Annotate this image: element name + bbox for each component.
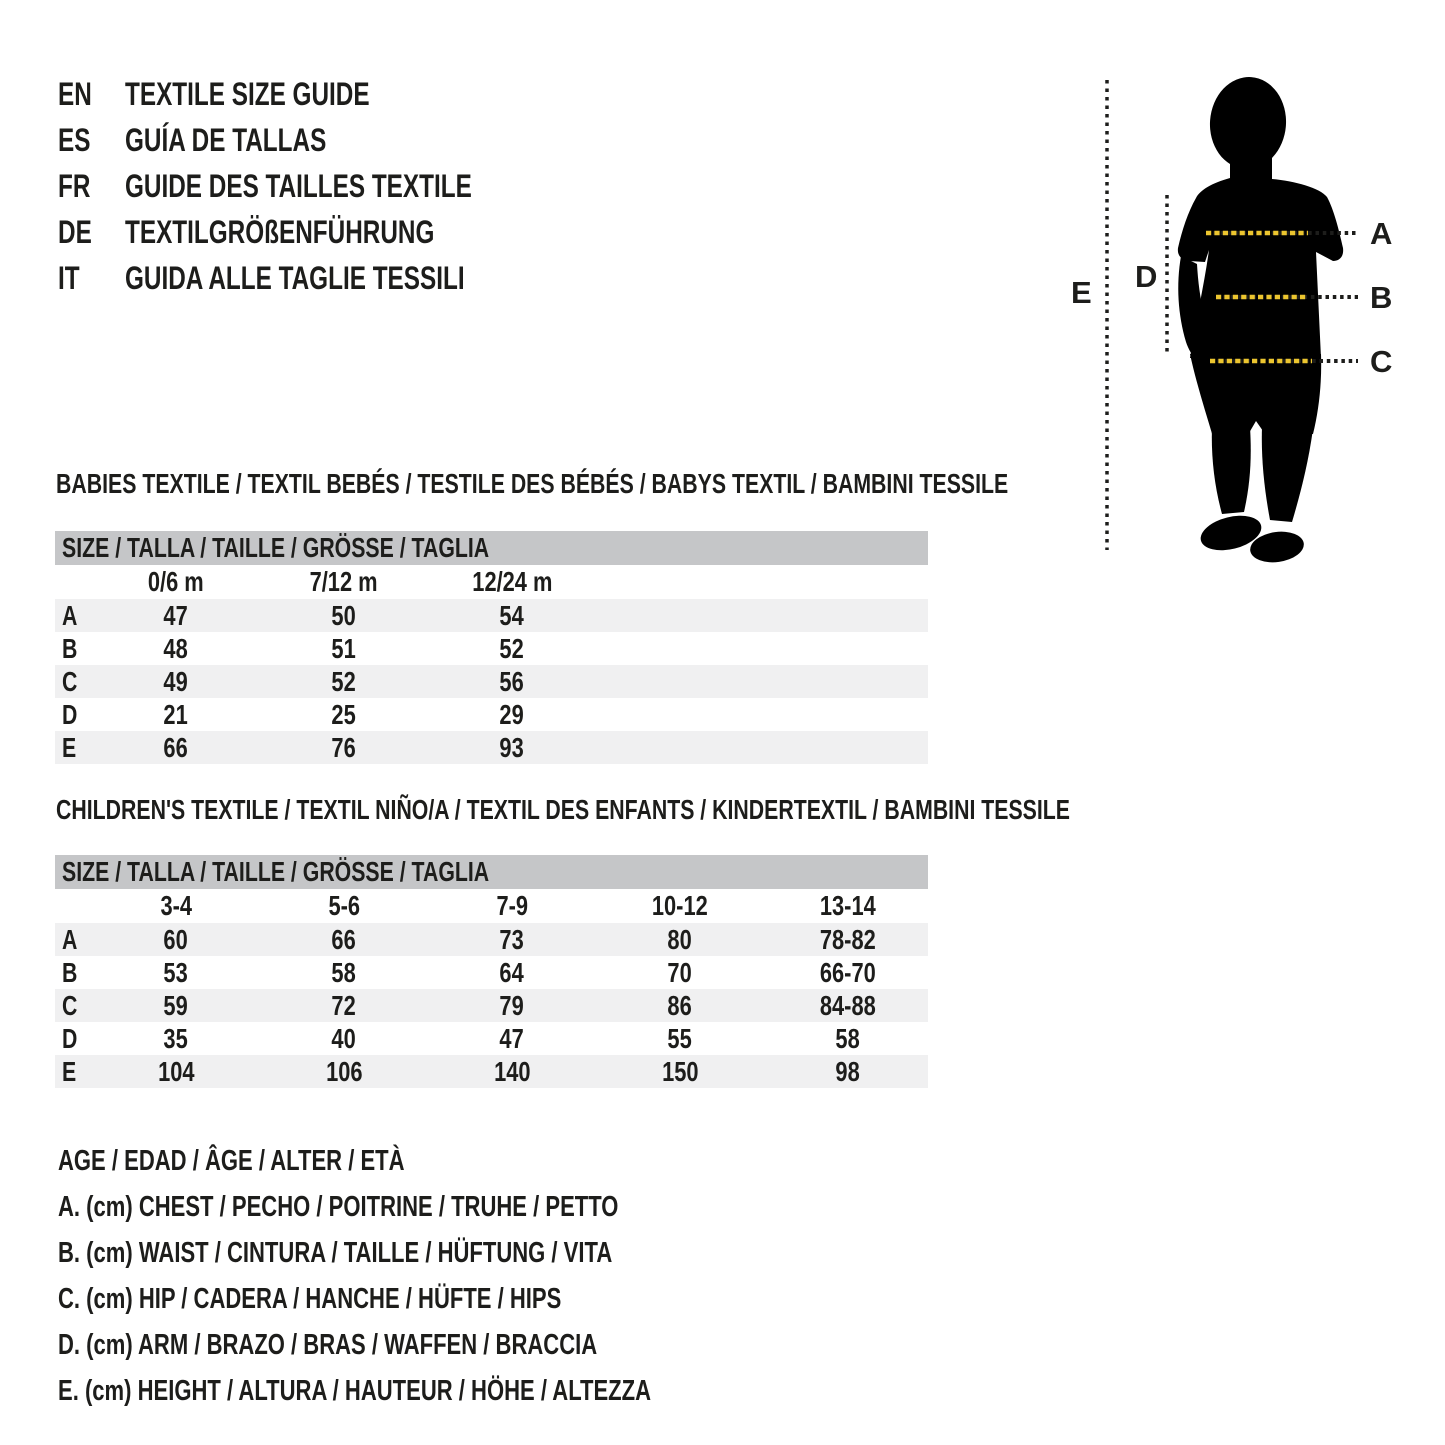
table-cell: 104 — [157, 1055, 195, 1087]
column-header: 13-14 — [820, 890, 876, 921]
language-row — [58, 163, 581, 209]
table-cell: 25 — [331, 698, 357, 730]
table-cell: 52 — [331, 665, 357, 697]
table-cell: 49 — [163, 665, 189, 697]
table-cell: 66-70 — [820, 956, 876, 988]
table-row — [55, 665, 928, 698]
column-header-row — [55, 565, 928, 599]
guide-title: TEXTILGRÖßENFÜHRUNG — [125, 213, 435, 250]
row-label: E — [62, 731, 77, 763]
babies-section-title: BABIES TEXTILE / TEXTIL BEBÉS / TESTILE DES BÉBÉS / BABYS TEXTIL / BAMBINI TESSILE — [56, 468, 1009, 499]
table-cell: 29 — [499, 698, 525, 730]
table-row — [55, 731, 928, 764]
language-row — [58, 209, 581, 255]
row-label: B — [62, 632, 78, 664]
table-cell: 35 — [163, 1022, 189, 1054]
legend-line-arm: D. (cm) ARM / BRAZO / BRAS / WAFFEN / BRACCIA — [58, 1328, 598, 1361]
column-header: 3-4 — [160, 890, 192, 921]
table-row — [55, 599, 928, 632]
table-cell: 53 — [163, 956, 189, 988]
table-cell: 76 — [331, 731, 357, 763]
table-cell: 48 — [163, 632, 189, 664]
table-row — [55, 989, 928, 1022]
row-label: D — [62, 1022, 78, 1054]
language-code: IT — [58, 259, 80, 296]
language-row — [58, 71, 581, 117]
children-size-table — [55, 855, 928, 1088]
table-row — [55, 956, 928, 989]
table-cell: 80 — [667, 923, 693, 955]
table-cell: 47 — [163, 599, 189, 631]
table-cell: 54 — [499, 599, 525, 631]
table-cell: 73 — [499, 923, 525, 955]
child-measurement-figure — [1050, 62, 1420, 587]
size-header-bar: SIZE / TALLA / TAILLE / GRÖSSE / TAGLIA — [55, 855, 928, 889]
measure-label-b: B — [1370, 280, 1393, 315]
legend-line-waist: B. (cm) WAIST / CINTURA / TAILLE / HÜFTUNG / VITA — [58, 1236, 613, 1269]
legend-line-hip: C. (cm) HIP / CADERA / HANCHE / HÜFTE / HIPS — [58, 1282, 562, 1315]
table-cell: 66 — [163, 731, 189, 763]
table-cell: 150 — [661, 1055, 699, 1087]
table-cell: 47 — [499, 1022, 525, 1054]
row-label: A — [62, 923, 78, 955]
table-cell: 98 — [835, 1055, 861, 1087]
table-cell: 50 — [331, 599, 357, 631]
table-row — [55, 1055, 928, 1088]
table-row — [55, 923, 928, 956]
column-header: 7/12 m — [309, 566, 378, 597]
column-header: 5-6 — [328, 890, 360, 921]
table-row — [55, 632, 928, 665]
silhouette-shorts — [1190, 354, 1321, 437]
table-cell: 51 — [331, 632, 357, 664]
measurement-legend — [58, 1138, 838, 1414]
table-cell: 52 — [499, 632, 525, 664]
table-row — [55, 1022, 928, 1055]
measure-label-e: E — [1071, 275, 1092, 310]
legend-line-age: AGE / EDAD / ÂGE / ALTER / ETÀ — [58, 1144, 405, 1177]
column-header-row — [55, 889, 928, 923]
row-label: E — [62, 1055, 77, 1087]
table-cell: 64 — [499, 956, 525, 988]
table-cell: 93 — [499, 731, 525, 763]
column-header: 7-9 — [496, 890, 528, 921]
row-label: C — [62, 665, 78, 697]
table-cell: 86 — [667, 989, 693, 1021]
table-cell: 79 — [499, 989, 525, 1021]
table-cell: 55 — [667, 1022, 693, 1054]
row-label: B — [62, 956, 78, 988]
language-code: FR — [58, 167, 91, 204]
legend-line-height: E. (cm) HEIGHT / ALTURA / HAUTEUR / HÖHE / ALTEZZA — [58, 1374, 652, 1407]
table-cell: 21 — [163, 698, 189, 730]
row-label: A — [62, 599, 78, 631]
language-code: DE — [58, 213, 92, 250]
language-code: EN — [58, 75, 92, 112]
table-cell: 72 — [331, 989, 357, 1021]
column-header: 12/24 m — [471, 566, 553, 597]
column-header: 0/6 m — [148, 566, 204, 597]
table-cell: 106 — [325, 1055, 363, 1087]
babies-size-table — [55, 531, 928, 764]
table-cell: 59 — [163, 989, 189, 1021]
guide-title: GUIDE DES TAILLES TEXTILE — [125, 167, 472, 204]
table-row — [55, 698, 928, 731]
row-label: C — [62, 989, 78, 1021]
language-row — [58, 117, 581, 163]
legend-line-chest: A. (cm) CHEST / PECHO / POITRINE / TRUHE / PETTO — [58, 1190, 619, 1223]
size-header-bar: SIZE / TALLA / TAILLE / GRÖSSE / TAGLIA — [55, 531, 928, 565]
guide-title: GUÍA DE TALLAS — [125, 121, 327, 158]
table-cell: 40 — [331, 1022, 357, 1054]
table-cell: 66 — [331, 923, 357, 955]
table-cell: 58 — [835, 1022, 861, 1054]
table-cell: 56 — [499, 665, 525, 697]
row-label: D — [62, 698, 78, 730]
children-section-title: CHILDREN'S TEXTILE / TEXTIL NIÑO/A / TEXTIL DES ENFANTS / KINDERTEXTIL / BAMBINI TESSILE — [56, 794, 1070, 825]
table-cell: 78-82 — [820, 923, 876, 955]
table-cell: 70 — [667, 956, 693, 988]
language-code: ES — [58, 121, 91, 158]
table-cell: 84-88 — [820, 989, 876, 1021]
table-cell: 58 — [331, 956, 357, 988]
language-title-list — [58, 71, 581, 301]
measure-label-a: A — [1370, 216, 1393, 251]
measure-label-d: D — [1135, 259, 1158, 294]
language-row — [58, 255, 581, 301]
table-cell: 60 — [163, 923, 189, 955]
column-header: 10-12 — [652, 890, 708, 921]
guide-title: GUIDA ALLE TAGLIE TESSILI — [125, 259, 465, 296]
measure-label-c: C — [1370, 344, 1393, 379]
table-cell: 140 — [493, 1055, 531, 1087]
guide-title: TEXTILE SIZE GUIDE — [125, 75, 370, 112]
